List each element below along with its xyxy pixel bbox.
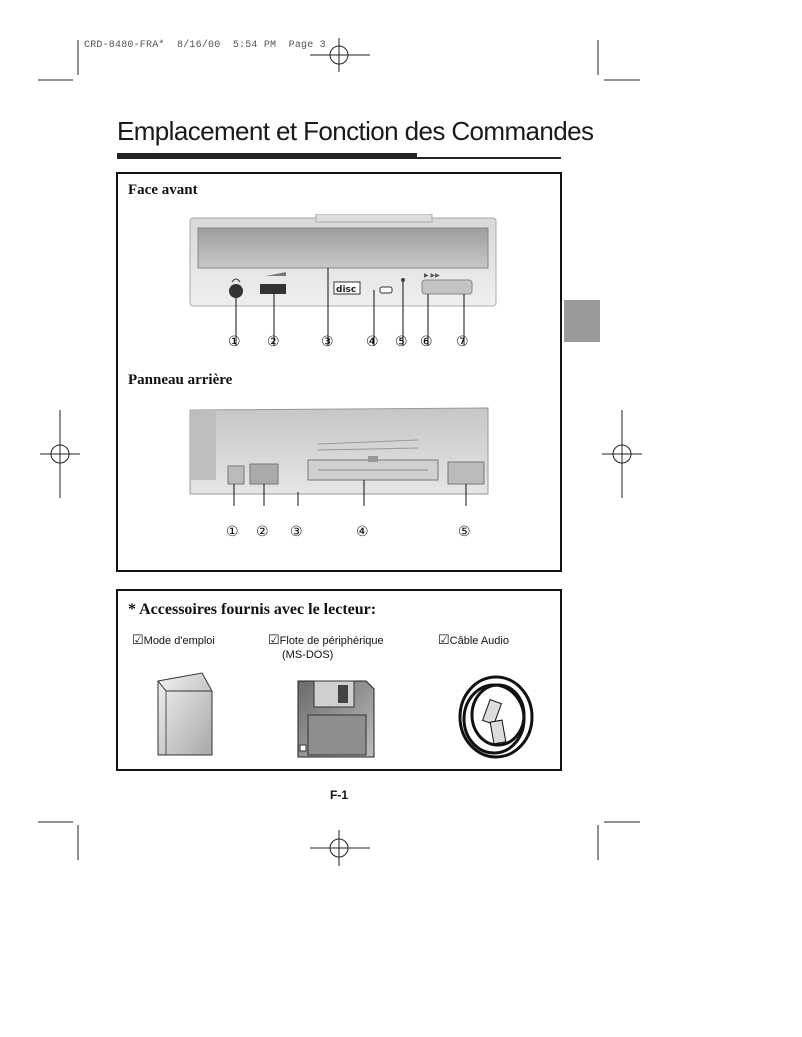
svg-text:disc: disc <box>336 285 357 295</box>
page-number: F-1 <box>330 788 348 802</box>
audio-cable-image <box>452 671 538 763</box>
front-heading: Face avant <box>128 182 198 198</box>
power-connector <box>448 462 484 484</box>
accessories-heading: * Accessoires fournis avec le lecteur: <box>128 601 377 618</box>
registration-mark-left <box>40 410 80 498</box>
eject-button <box>422 280 472 294</box>
rear-callout-5: ⑤ <box>458 524 471 540</box>
page-title: Emplacement et Fonction des Commandes <box>117 116 594 146</box>
accessories-panel <box>116 589 562 771</box>
rear-callout-1: ① <box>226 524 239 540</box>
controls-panel <box>116 172 562 572</box>
title-rule-accent <box>117 153 417 159</box>
volume-control <box>260 284 286 294</box>
compact-disc-logo <box>334 282 360 295</box>
emergency-eject-hole <box>380 287 392 293</box>
front-panel-illustration <box>188 214 498 354</box>
accessory-floppy <box>268 631 384 662</box>
checkbox-checked-icon: ☑ <box>132 632 144 647</box>
front-callout-7: ⑦ <box>456 334 469 350</box>
front-callout-6: ⑥ <box>420 334 433 350</box>
svg-text:▶ ▶▶: ▶ ▶▶ <box>424 272 440 279</box>
floppy-disk-image <box>296 679 376 759</box>
rear-callout-3: ③ <box>290 524 303 540</box>
front-callout-1: ① <box>228 334 241 350</box>
rear-panel-illustration <box>188 404 498 534</box>
print-header: CRD-8480-FRA* 8/16/00 5:54 PM Page 3 <box>84 40 326 51</box>
checkbox-checked-icon: ☑ <box>438 632 450 647</box>
accessory-label: Câble Audio <box>449 635 509 647</box>
manual-booklet-image <box>152 671 216 761</box>
rear-heading: Panneau arrière <box>128 372 233 388</box>
rear-callout-2: ② <box>256 524 269 540</box>
front-callout-4: ④ <box>366 334 379 350</box>
front-callout-2: ② <box>267 334 280 350</box>
checkbox-checked-icon: ☑ <box>268 632 280 647</box>
accessory-manual <box>132 631 215 649</box>
jumper-block <box>250 464 278 484</box>
accessory-label: Flote de périphérique <box>279 635 384 647</box>
accessory-label: Mode d'emploi <box>143 635 215 647</box>
audio-output-connector <box>228 466 244 484</box>
front-callout-5: ⑤ <box>395 334 408 350</box>
busy-indicator <box>401 278 405 282</box>
registration-mark-bottom <box>310 830 370 866</box>
accessory-cable <box>438 631 509 649</box>
section-tab <box>564 300 600 342</box>
front-callout-3: ③ <box>321 334 334 350</box>
registration-mark-right <box>602 410 642 498</box>
disc-tray <box>198 228 488 268</box>
accessory-sublabel: (MS-DOS) <box>282 649 334 661</box>
rear-callout-4: ④ <box>356 524 369 540</box>
